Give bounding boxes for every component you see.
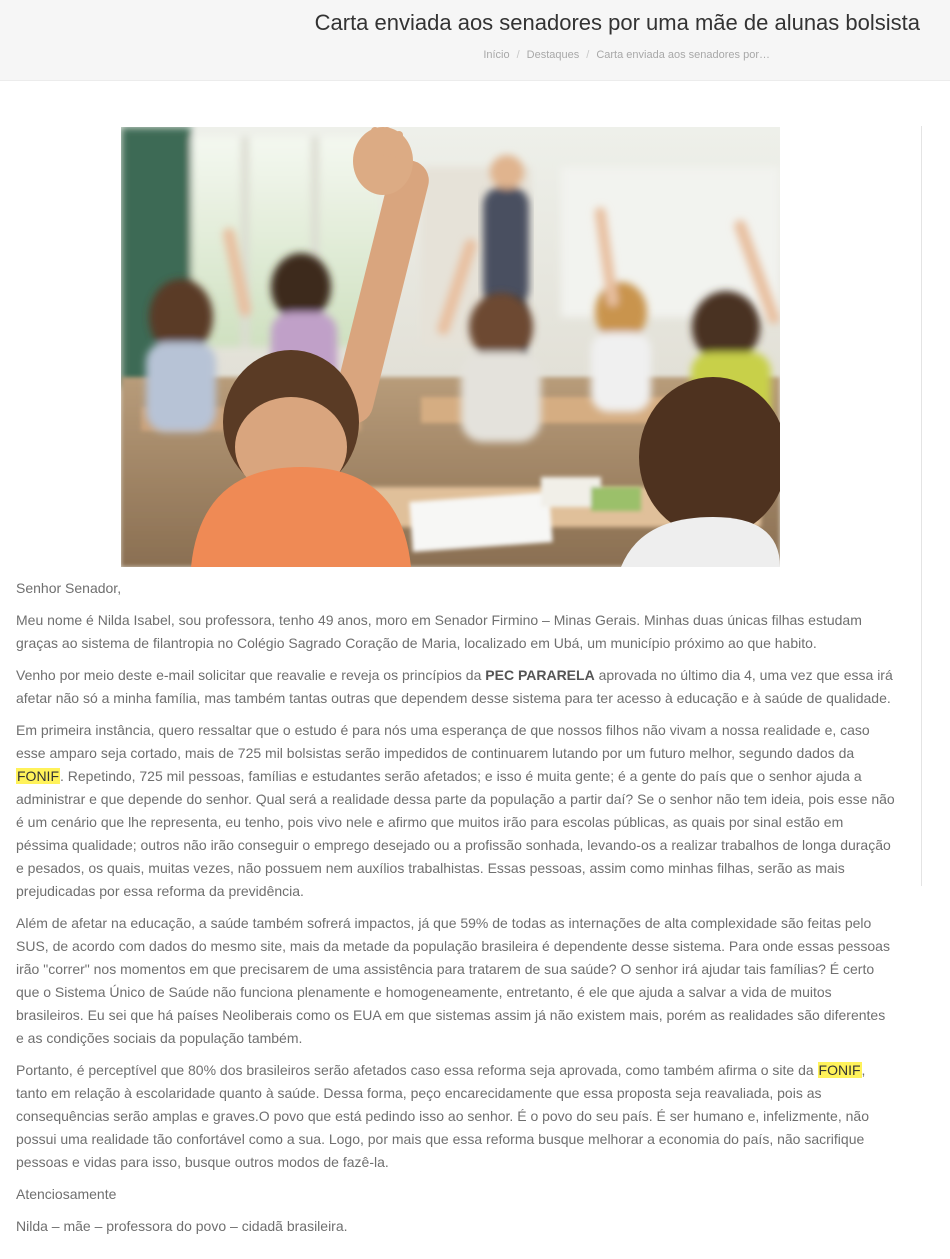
letter-greeting: Senhor Senador, — [16, 580, 122, 596]
classroom-photo-illustration — [121, 127, 780, 567]
letter-article — [16, 577, 896, 1247]
paragraph-text: , tanto em relação à escolaridade quanto à saúde. Dessa forma, peço encarecidamente que essa proposta seja reavaliada, pois as consequências serão amplas e graves.O povo que está pedindo isso ao senhor. É o povo do seu país. É ser humano e, infelizmente, não possui uma realidade tão confortável como a sua. Logo, por mais que essa reforma busque melhorar a economia do país, não sacrifique pessoas e vidas para isso, busque outros modos de fazê-la. — [16, 1062, 869, 1170]
letter-paragraph: Além de afetar na educação, a saúde também sofrerá impactos, já que 59% de todas as internações de alta complexidade são feitas pelo SUS, de acordo com dados do mesmo site, mais da metade da população brasileira é dependente desse sistema. Para onde essas pessoas irão "correr" nos momentos em que precisarem de uma assistência para tratarem de sua saúde? O senhor irá ajudar tais famílias? É certo que o Sistema Único de Saúde não funciona plenamente e homogeneamente, entretanto, é ele que ajuda a salvar a vida de muitos brasileiros. Eu sei que há países Neoliberais como os EUA em que sistemas assim já não existem mais, porém as realidades são diferentes e as condições sociais da população também. — [16, 915, 890, 1046]
letter-paragraph: Meu nome é Nilda Isabel, sou professora, tenho 49 anos, moro em Senador Firmino – Minas Gerais. Minhas duas únicas filhas estudam graças ao sistema de filantropia no Colégio Sagrado Coração de Maria, localizado em Ubá, um município próximo ao que habito. — [16, 612, 862, 651]
letter-paragraph — [16, 1059, 896, 1174]
page-title: Carta enviada aos senadores por uma mãe de alunas bolsista — [314, 10, 920, 35]
fonif-highlight: FONIF — [17, 768, 59, 784]
letter-signature: Nilda – mãe – professora do povo – cidadã brasileira. — [16, 1218, 348, 1234]
letter-paragraph — [16, 664, 896, 710]
page-header — [0, 0, 950, 81]
paragraph-text: Venho por meio deste e-mail solicitar que reavalie e reveja os princípios da — [16, 667, 486, 683]
paragraph-text: Portanto, é perceptível que 80% dos brasileiros serão afetados caso essa reforma seja aprovada, como também afirma o site da — [16, 1062, 818, 1078]
breadcrumb-home-link[interactable]: Início — [483, 49, 510, 61]
paragraph-text: aprovada no último dia 4, uma vez que essa irá afetar não só a minha família, mas também tantas outras que dependem desse sistema para ter acesso à educação e à saúde de qualidade. — [16, 667, 893, 706]
pec-pararela-emphasis: PEC PARARELA — [485, 667, 595, 683]
letter-closing: Atenciosamente — [16, 1186, 117, 1202]
breadcrumb — [483, 49, 770, 61]
breadcrumb-section-link[interactable]: Destaques — [526, 49, 580, 61]
paragraph-text: Em primeira instância, quero ressaltar que o estudo é para nós uma esperança de que nossos filhos não vivam a nossa realidade e, caso esse amparo seja cortado, mais de 725 mil bolsistas serão impedidos de continuarem lutando por um futuro melhor, segundo dados da — [16, 722, 870, 761]
fonif-highlight: FONIF — [818, 1062, 861, 1078]
letter-paragraph — [16, 719, 896, 903]
breadcrumb-current: Carta enviada aos senadores por… — [596, 49, 770, 61]
sidebar-divider — [921, 126, 922, 886]
classroom-photo — [121, 127, 780, 567]
paragraph-text: . Repetindo, 725 mil pessoas, famílias e estudantes serão afetados; e isso é muita gente; é a gente do país que o senhor ajuda a administrar e que depende do senhor. Qual será a realidade dessa parte da população a partir daí? Se o senhor não tem ideia, pois esse não é um cenário que lhe representa, eu tenho, pois vivo nele e afirmo que muitos irão para escolas públicas, as quais por sinal estão em péssima qualidade; outros não irão conseguir o emprego desejado ou a profissão sonhada, levando-os a realizar trabalhos de longa duração e pesados, os quais, muitas vezes, não possuem nem auxílios trabalhistas. Essas pessoas, assim como minhas filhas, serão as mais prejudicadas por essa reforma da previdência. — [16, 768, 895, 899]
breadcrumb-separator: / — [516, 49, 520, 61]
breadcrumb-separator: / — [586, 49, 590, 61]
